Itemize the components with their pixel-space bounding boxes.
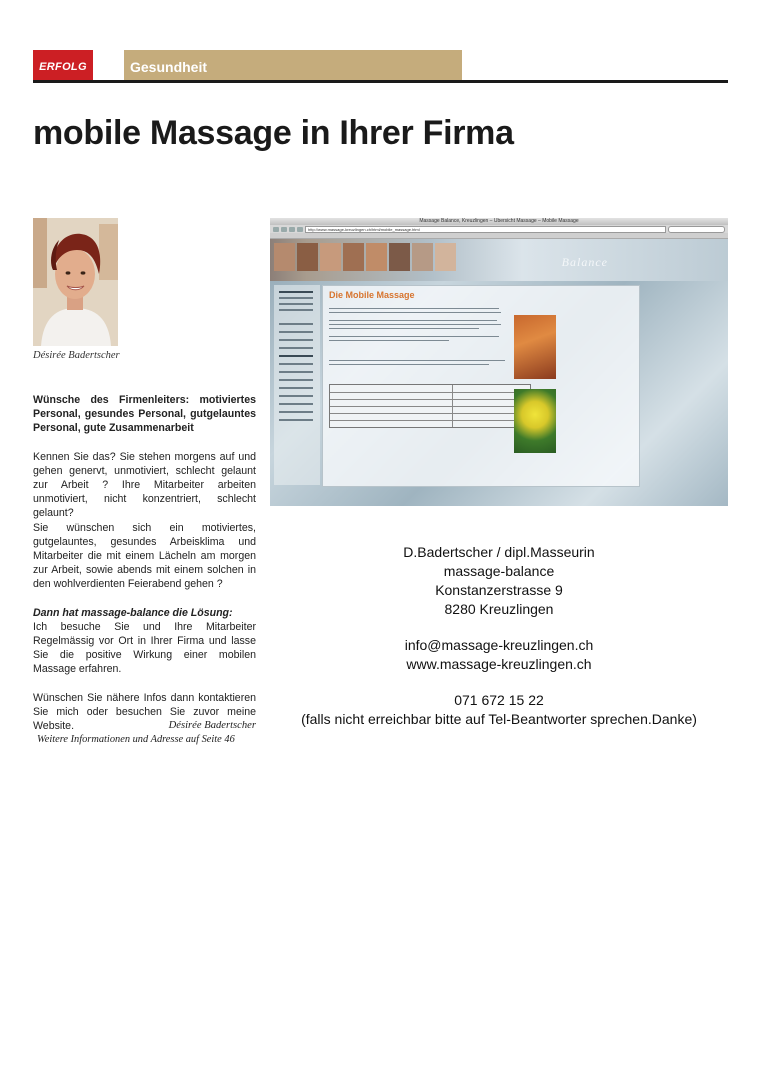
contact-company: massage-balance: [443, 563, 555, 579]
page-title: mobile Massage in Ihrer Firma: [33, 114, 514, 152]
article-p4: Wünschen Sie nähere Infos dann kontaktieren Sie mich oder besuchen Sie zuvor meine Website.: [33, 691, 256, 733]
text-line: [329, 312, 501, 313]
sidebar-item: [279, 347, 313, 349]
text-line: [329, 336, 499, 337]
text-line: [329, 320, 497, 321]
text-line: [329, 340, 449, 341]
home-icon: [297, 227, 303, 232]
banner-photo: [343, 243, 364, 271]
banner-photo: [435, 243, 456, 271]
banner-photo: [412, 243, 433, 271]
article-signature: Désirée Badertscher: [168, 720, 256, 732]
massage-chair-photo: [514, 389, 556, 453]
table-row: [330, 420, 530, 421]
forward-icon: [281, 227, 287, 232]
sidebar-item: [279, 323, 313, 325]
sidebar-item: [279, 379, 313, 381]
contact-phone: 071 672 15 22: [454, 692, 544, 708]
price-table: [329, 384, 531, 428]
table-row: [330, 406, 530, 407]
text-line: [329, 364, 489, 365]
table-divider: [452, 385, 453, 427]
website-sidebar: [274, 285, 320, 485]
website-footer: [322, 491, 722, 499]
section-badge: ERFOLG: [33, 50, 93, 80]
sidebar-item: [279, 387, 313, 389]
contact-name: D.Badertscher / dipl.Masseurin: [403, 544, 595, 560]
sidebar-item: [279, 403, 313, 405]
contact-city: 8280 Kreuzlingen: [444, 601, 554, 617]
article-p1: Kennen Sie das? Sie stehen morgens auf und gehen genervt, unmotiviert, schlecht gelaunt zur Arbeit ? Ihre Mitarbeiter arbeiten unmotiviert, nicht konzentriert, schlecht gelaunt?: [33, 450, 256, 520]
text-line: [329, 308, 499, 309]
sidebar-item: [279, 303, 313, 305]
website-logo: Balance: [561, 255, 608, 269]
portrait-photo: [33, 218, 118, 346]
sidebar-item: [279, 419, 313, 421]
article-column: [33, 393, 256, 747]
banner-photo: [297, 243, 318, 271]
article-reference: Weitere Informationen und Adresse auf Seite 46: [37, 734, 235, 746]
sidebar-item: [279, 297, 313, 299]
sidebar-item: [279, 411, 313, 413]
website-screenshot: [270, 218, 728, 506]
website-heading: Die Mobile Massage: [329, 290, 415, 300]
website-banner: [270, 239, 728, 281]
sidebar-item: [279, 355, 313, 357]
section-title: Gesundheit: [124, 50, 462, 80]
article-intro: Wünsche des Firmenleiters: motiviertes Personal, gesundes Personal, gutgelauntes Personal, gute Zusammenarbeit: [33, 394, 256, 435]
text-line: [329, 324, 501, 325]
sidebar-item: [279, 363, 313, 365]
sidebar-item: [279, 291, 313, 293]
table-row: [330, 413, 530, 414]
header-rule: [33, 80, 728, 83]
sidebar-item: [279, 331, 313, 333]
browser-titlebar: Massage Balance, Kreuzlingen – Übersicht Massage – Mobile Massage: [270, 218, 728, 225]
article-paragraph: [33, 450, 256, 521]
table-row: [330, 392, 530, 393]
sidebar-item: [279, 339, 313, 341]
contact-email[interactable]: info@massage-kreuzlingen.ch: [404, 637, 594, 653]
article-paragraph: [33, 521, 256, 592]
banner-photo: [366, 243, 387, 271]
sidebar-item: [279, 395, 313, 397]
browser-toolbar: [270, 225, 728, 233]
article-paragraph: [33, 606, 256, 677]
back-icon: [273, 227, 279, 232]
browser-search: [668, 226, 725, 233]
banner-photo: [274, 243, 295, 271]
text-line: [329, 328, 479, 329]
sidebar-item: [279, 309, 313, 311]
website-content: [322, 285, 640, 487]
sidebar-item: [279, 371, 313, 373]
article-lead: Dann hat massage-balance die Lösung:: [33, 606, 233, 619]
text-line: [329, 360, 505, 361]
banner-photo: [389, 243, 410, 271]
browser-url: http://www.massage-kreuzlingen.ch/html/mobile_massage.html: [305, 226, 666, 233]
reload-icon: [289, 227, 295, 232]
person-image: [33, 218, 118, 346]
contact-note: (falls nicht erreichbar bitte auf Tel-Beantworter sprechen.Danke): [301, 711, 697, 727]
website-page: [270, 239, 728, 506]
contact-website[interactable]: www.massage-kreuzlingen.ch: [406, 656, 592, 672]
massage-chair-photo: [514, 315, 556, 379]
article-p3: Ich besuche Sie und Ihre Mitarbeiter Regelmässig vor Ort in Ihrer Firma und lasse Sie die positive Wirkung einer mobilen Massage erfahren.: [33, 620, 256, 676]
table-row: [330, 399, 530, 400]
article-p2: Sie wünschen sich ein motiviertes, gutgelauntes, gesundes Arbeisklima und Mitarbeiter die mit einem Lächeln am morgen zur Arbeit, sowie abends mit einem solchen in den wohlverdienten Feierabend gehen ?: [33, 521, 256, 591]
contact-street: Konstanzerstrasse 9: [435, 582, 563, 598]
portrait-caption: Désirée Badertscher: [33, 350, 120, 361]
article-paragraph: [33, 691, 256, 748]
banner-photo: [320, 243, 341, 271]
